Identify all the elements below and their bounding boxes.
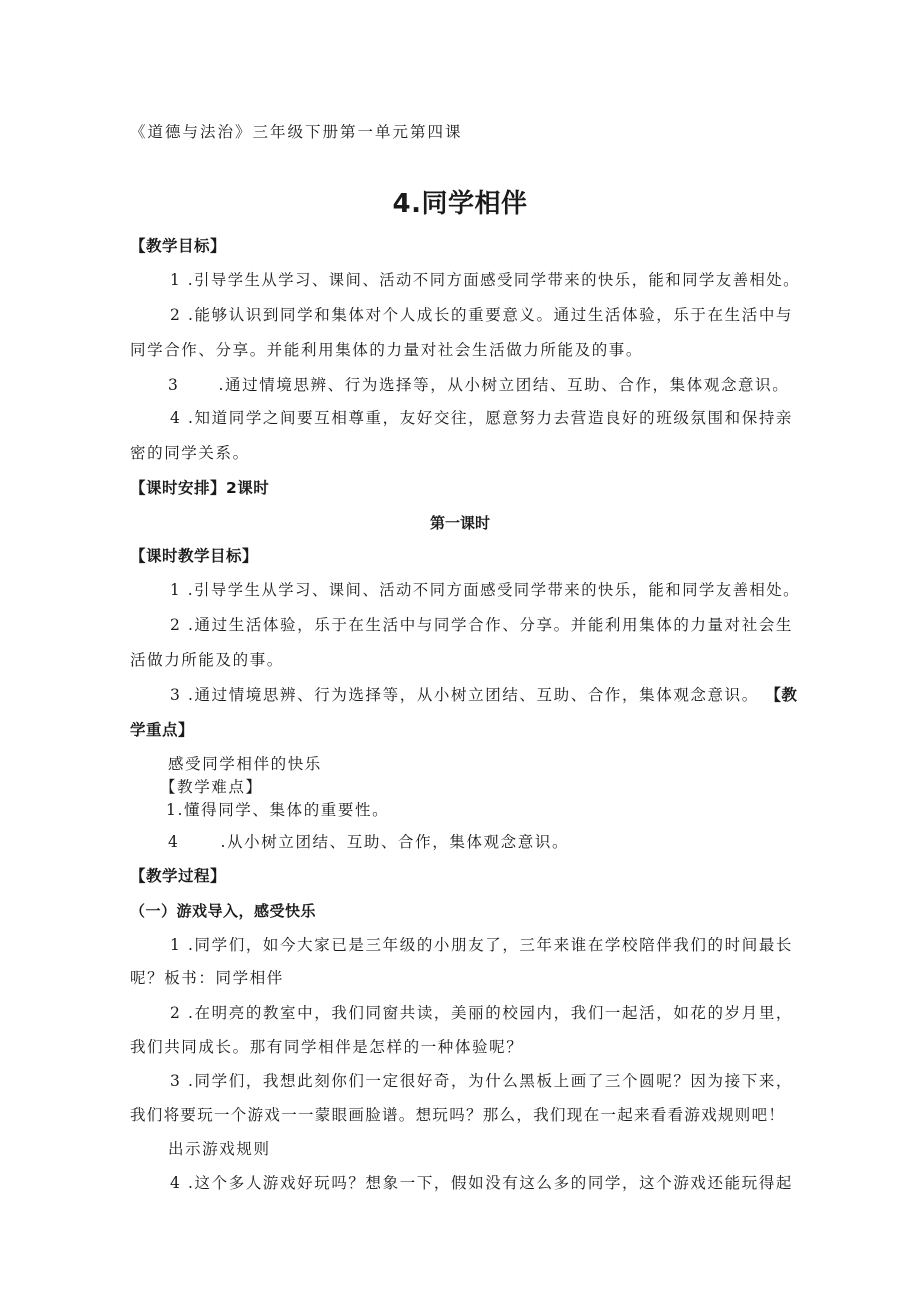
- process-item: [170, 1071, 793, 1091]
- objective-number: 2: [170, 306, 182, 324]
- lesson-objective-number: 3: [170, 686, 182, 704]
- page-title: 4.同学相伴: [392, 189, 528, 219]
- process-text: .在明亮的教室中，我们同窗共读，美丽的校园内，我们一起活，如花的岁月里，: [188, 1004, 794, 1022]
- objective-number: 4: [170, 409, 182, 427]
- process-continuation: 我们将要玩一个游戏一一蒙眼画脸谱。想玩吗？那么，我们现在一起来看看游戏规则吧！: [130, 1106, 786, 1124]
- lesson-objective-text: .引导学生从学习、课间、活动不同方面感受同学带来的快乐，能和同学友善相处。: [187, 581, 801, 599]
- lesson-objective-item: [170, 685, 797, 705]
- process-number: 4: [170, 1174, 182, 1192]
- key-point-heading-start: 【教: [765, 685, 798, 704]
- objective-number: 3: [168, 376, 180, 394]
- objective-text: .能够认识到同学和集体对个人成长的重要意义。通过生活体验，乐于在生活中与: [188, 306, 794, 324]
- objective-text: .引导学生从学习、课间、活动不同方面感受同学带来的快乐，能和同学友善相处。: [187, 271, 801, 289]
- objective-text: .通过情境思辨、行为选择等，从小树立团结、互助、合作，集体观念意识。: [218, 376, 790, 394]
- objective-item: [170, 408, 793, 428]
- objective-number: 1: [170, 271, 182, 289]
- rule-note: 出示游戏规则: [168, 1140, 271, 1158]
- process-item: [170, 1173, 793, 1193]
- difficulty-item: [168, 832, 569, 852]
- difficulty-number: 4: [168, 833, 180, 851]
- difficulty-item: 1.懂得同学、集体的重要性。: [166, 801, 390, 819]
- lesson-objective-text: .通过情境思辨、行为选择等，从小树立团结、互助、合作，集体观念意识。: [188, 686, 759, 704]
- process-number: 2: [170, 1004, 182, 1022]
- objective-item: [170, 305, 793, 325]
- process-item: [170, 935, 793, 955]
- objective-item: [170, 270, 800, 290]
- schedule: [130, 478, 269, 498]
- schedule-value: 2课时: [226, 479, 270, 497]
- course-line: 《道德与法治》三年级下册第一单元第四课: [130, 123, 463, 141]
- process-number: 1: [170, 936, 182, 954]
- difficulty-heading: 【教学难点】: [160, 778, 263, 796]
- lesson-objective-item: [170, 580, 800, 600]
- process-continuation: 我们共同成长。那有同学相伴是怎样的一种体验呢？: [130, 1038, 524, 1056]
- lesson-objective-continuation: 活做力所能及的事。: [130, 651, 284, 669]
- lesson-objective-item: [170, 615, 793, 635]
- lesson-objective-text: .通过生活体验，乐于在生活中与同学合作、分享。并能利用集体的力量对社会生: [188, 616, 794, 634]
- section-title: （一）游戏导入，感受快乐: [130, 902, 317, 920]
- objective-item: [168, 375, 789, 395]
- process-text: .同学们，如今大家已是三年级的小朋友了，三年来谁在学校陪伴我们的时间最长: [188, 936, 794, 954]
- process-text: .这个多人游戏好玩吗？想象一下，假如没有这么多的同学，这个游戏还能玩得起: [188, 1174, 794, 1192]
- process-item: [170, 1003, 793, 1023]
- schedule-label: 【课时安排】: [130, 479, 227, 497]
- lesson-heading: 第一课时: [429, 514, 490, 532]
- process-heading: 【教学过程】: [130, 867, 227, 885]
- process-text: .同学们，我想此刻你们一定很好奇，为什么黑板上画了三个圆呢？因为接下来，: [188, 1072, 794, 1090]
- key-point-heading-end: 学重点】: [130, 721, 195, 739]
- objective-text: .知道同学之间要互相尊重，友好交往，愿意努力去营造良好的班级氛围和保持亲: [188, 409, 794, 427]
- objectives-heading: 【教学目标】: [130, 237, 227, 255]
- key-point-text: 感受同学相伴的快乐: [168, 755, 322, 773]
- process-continuation: 呢？板书：同学相伴: [130, 969, 284, 987]
- lesson-objective-number: 1: [170, 581, 182, 599]
- objective-continuation: 密的同学关系。: [130, 444, 250, 462]
- process-number: 3: [170, 1072, 182, 1090]
- difficulty-text: .从小树立团结、互助、合作，集体观念意识。: [220, 833, 570, 851]
- lesson-objectives-heading: 【课时教学目标】: [130, 547, 259, 565]
- lesson-objective-number: 2: [170, 616, 182, 634]
- objective-continuation: 同学合作、分享。并能利用集体的力量对社会生活做力所能及的事。: [130, 341, 644, 359]
